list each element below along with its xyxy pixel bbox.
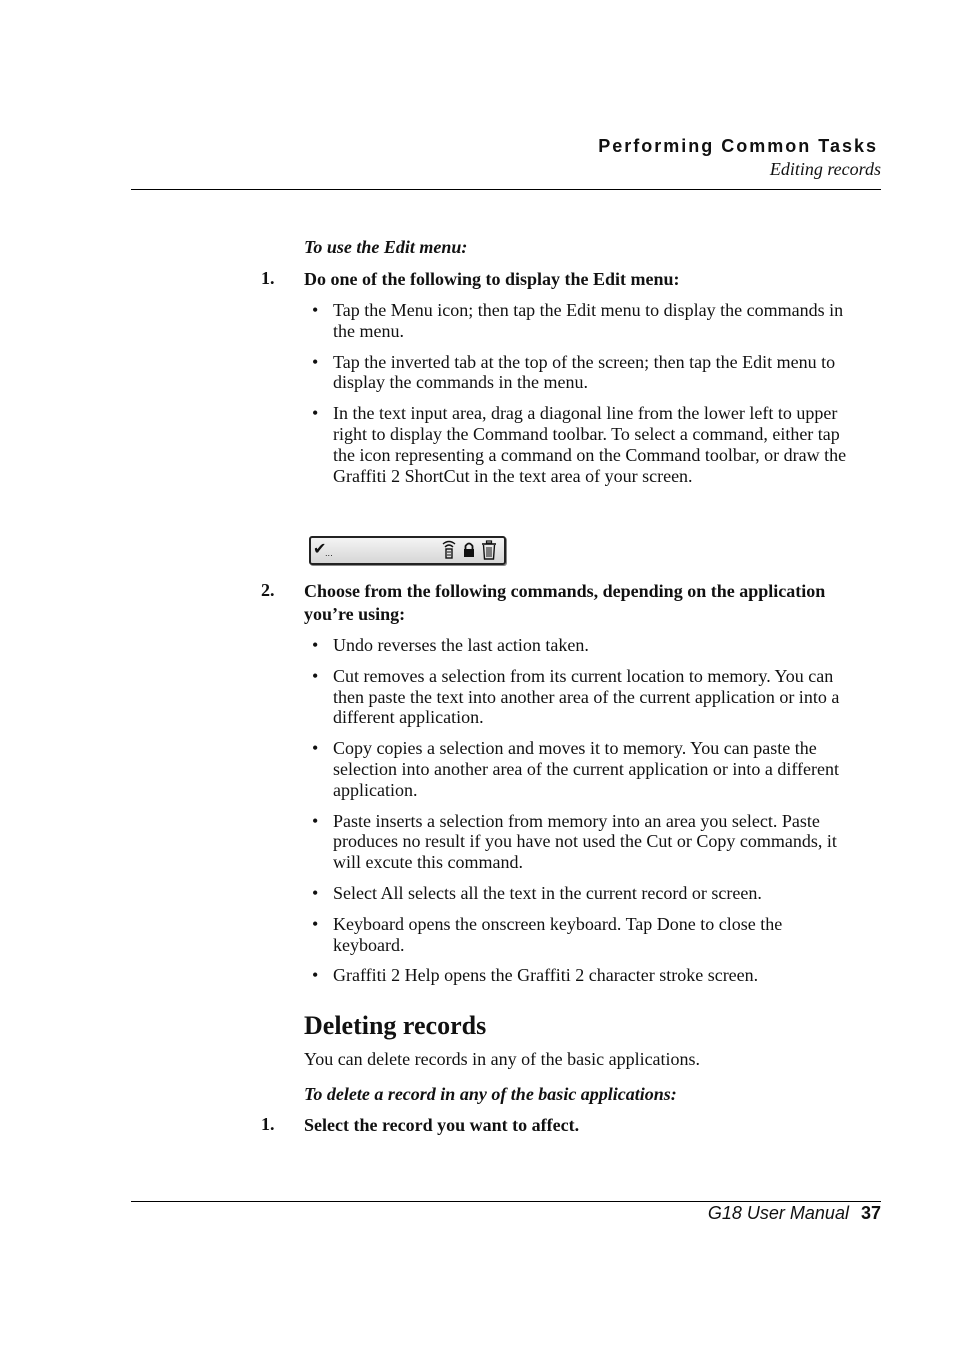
stroke-label: ...	[325, 549, 333, 558]
beam-icon	[442, 540, 456, 565]
section-heading: Deleting records	[304, 1011, 487, 1040]
body-paragraph: You can delete records in any of the basic applications.	[304, 1049, 701, 1069]
footer-rule	[131, 1201, 881, 1202]
list-item: • Keyboard opens the onscreen keyboard. Tap Done to close the keyboard.	[304, 914, 854, 956]
step-number: 2.	[261, 580, 275, 600]
manual-title: G18 User Manual	[707, 1203, 849, 1223]
footer-text	[708, 1203, 881, 1224]
header-rule	[131, 189, 881, 190]
step-text: Do one of the following to display the Edit menu:	[304, 269, 680, 289]
command-toolbar-image	[309, 536, 506, 565]
list-item: • Copy copies a selection and moves it to memory. You can paste the selection into another area of the current application or into a different application.	[304, 738, 854, 800]
delete-intro: To delete a record in any of the basic applications:	[304, 1084, 677, 1104]
list-item: • Cut removes a selection from its current location to memory. You can then paste the text into another area of the current application or into a different application.	[304, 666, 854, 728]
list-item: • Graffiti 2 Help opens the Graffiti 2 character stroke screen.	[304, 965, 854, 986]
trash-icon	[481, 540, 497, 565]
list-item: • Paste inserts a selection from memory into an area you select. Paste produces no result if you have not used the Cut or Copy commands, it will excute this command.	[304, 811, 854, 873]
bullet-list	[304, 300, 854, 496]
list-item: • Select All selects all the text in the current record or screen.	[304, 883, 854, 904]
list-item: • Undo reverses the last action taken.	[304, 635, 854, 656]
step-number: 1.	[261, 268, 275, 288]
list-item: • Tap the Menu icon; then tap the Edit menu to display the commands in the menu.	[304, 300, 854, 342]
edit-menu-intro: To use the Edit menu:	[304, 237, 468, 257]
lock-icon	[462, 540, 476, 565]
list-item: • Tap the inverted tab at the top of the screen; then tap the Edit menu to display the commands in the menu.	[304, 352, 854, 394]
bullet-list	[304, 635, 854, 996]
checkmark-icon: ✔	[313, 539, 327, 558]
list-item: • In the text input area, drag a diagonal line from the lower left to upper right to display the Command toolbar. To select a command, either tap the icon representing a command on the Command toolbar, or draw the Graffiti 2 ShortCut in the text area of your screen.	[304, 403, 854, 486]
chapter-title: Performing Common Tasks	[598, 136, 878, 156]
step-number: 1.	[261, 1114, 275, 1134]
page-number: 37	[860, 1203, 881, 1223]
section-title: Editing records	[769, 159, 881, 179]
step-text: Select the record you want to affect.	[304, 1115, 580, 1135]
step-text: Choose from the following commands, depending on the application you’re using:	[304, 581, 826, 624]
